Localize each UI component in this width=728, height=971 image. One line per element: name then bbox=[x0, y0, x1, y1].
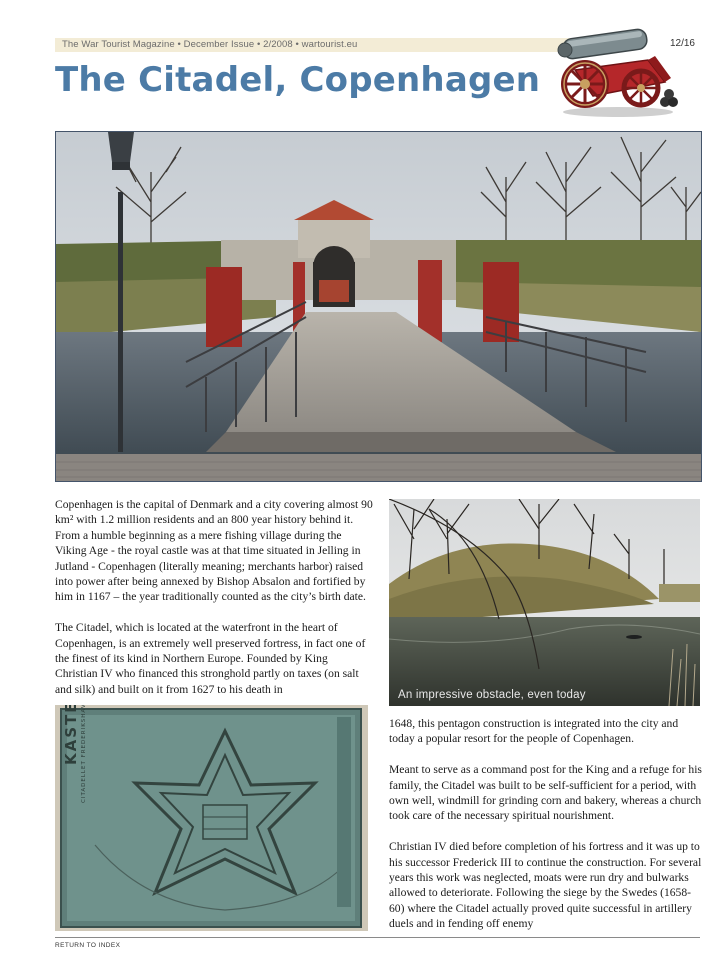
magazine-header: The War Tourist Magazine • December Issue • 2/2008 • wartourist.eu bbox=[62, 39, 358, 50]
article-right-column bbox=[389, 716, 704, 947]
paragraph-citadel-intro: The Citadel, which is located at the waterfront in the heart of Copenhagen, is an extremely well preserved fortress, in fact one of the finest of its kind in Northern Europe. Founded by King Christian IV who financed this stronghold partly on taxes (on salt and silk) and built on it from 1627 to his death in bbox=[55, 621, 366, 696]
moat-photo-caption: An impressive obstacle, even today bbox=[398, 689, 586, 701]
paragraph-copenhagen-intro: Copenhagen is the capital of Denmark and a city covering almost 90 km² with 1.2 million residents and an 800 year history behind it. From a humble beginning as a mere fishing village during the Viking Age - the royal castle was at that time situated in Jelling in Jutland - Copenhagen (literally meaning; merchants harbor) raised into power after being annexed by Bishop Absalon and fortified by him in 1167 – the year traditionally counted as the city’s birth date. bbox=[55, 498, 373, 604]
article-title: The Citadel, Copenhagen bbox=[55, 60, 541, 100]
cannon-illustration-icon bbox=[553, 22, 683, 118]
paragraph-command-post: Meant to serve as a command post for the King and a refuge for his family, the Citadel was built to be self-sufficient for a period, with own well, windmill for grinding corn and bakery, whereas a church took care of the necessary spiritual nourishment. bbox=[389, 763, 702, 823]
citadel-gate-scene bbox=[56, 132, 701, 481]
citadel-map-plaque-photo bbox=[55, 705, 368, 931]
moat-scene bbox=[389, 499, 700, 706]
return-to-index-link[interactable]: RETURN TO INDEX bbox=[55, 942, 121, 949]
paragraph-construction: Christian IV died before completion of his fortress and it was up to his successor Frederick III to continue the construction. For several years this work was neglected, moats were run dry and bulwarks allowed to deteriorate. Following the siege by the Swedes (1658-60) where the Citadel actually proved quite successful in artillery duels and in fending off enemy bbox=[389, 840, 702, 931]
article-left-column bbox=[55, 497, 373, 713]
footer-rule bbox=[55, 937, 700, 938]
citadel-gate-photo bbox=[55, 131, 702, 482]
paragraph-pentagon: 1648, this pentagon construction is integrated into the city and today a popular resort for the people of Copenhagen. bbox=[389, 717, 679, 746]
page-number: 12/16 bbox=[669, 38, 695, 49]
moat-photo bbox=[389, 499, 700, 706]
plaque-scene bbox=[55, 705, 368, 931]
